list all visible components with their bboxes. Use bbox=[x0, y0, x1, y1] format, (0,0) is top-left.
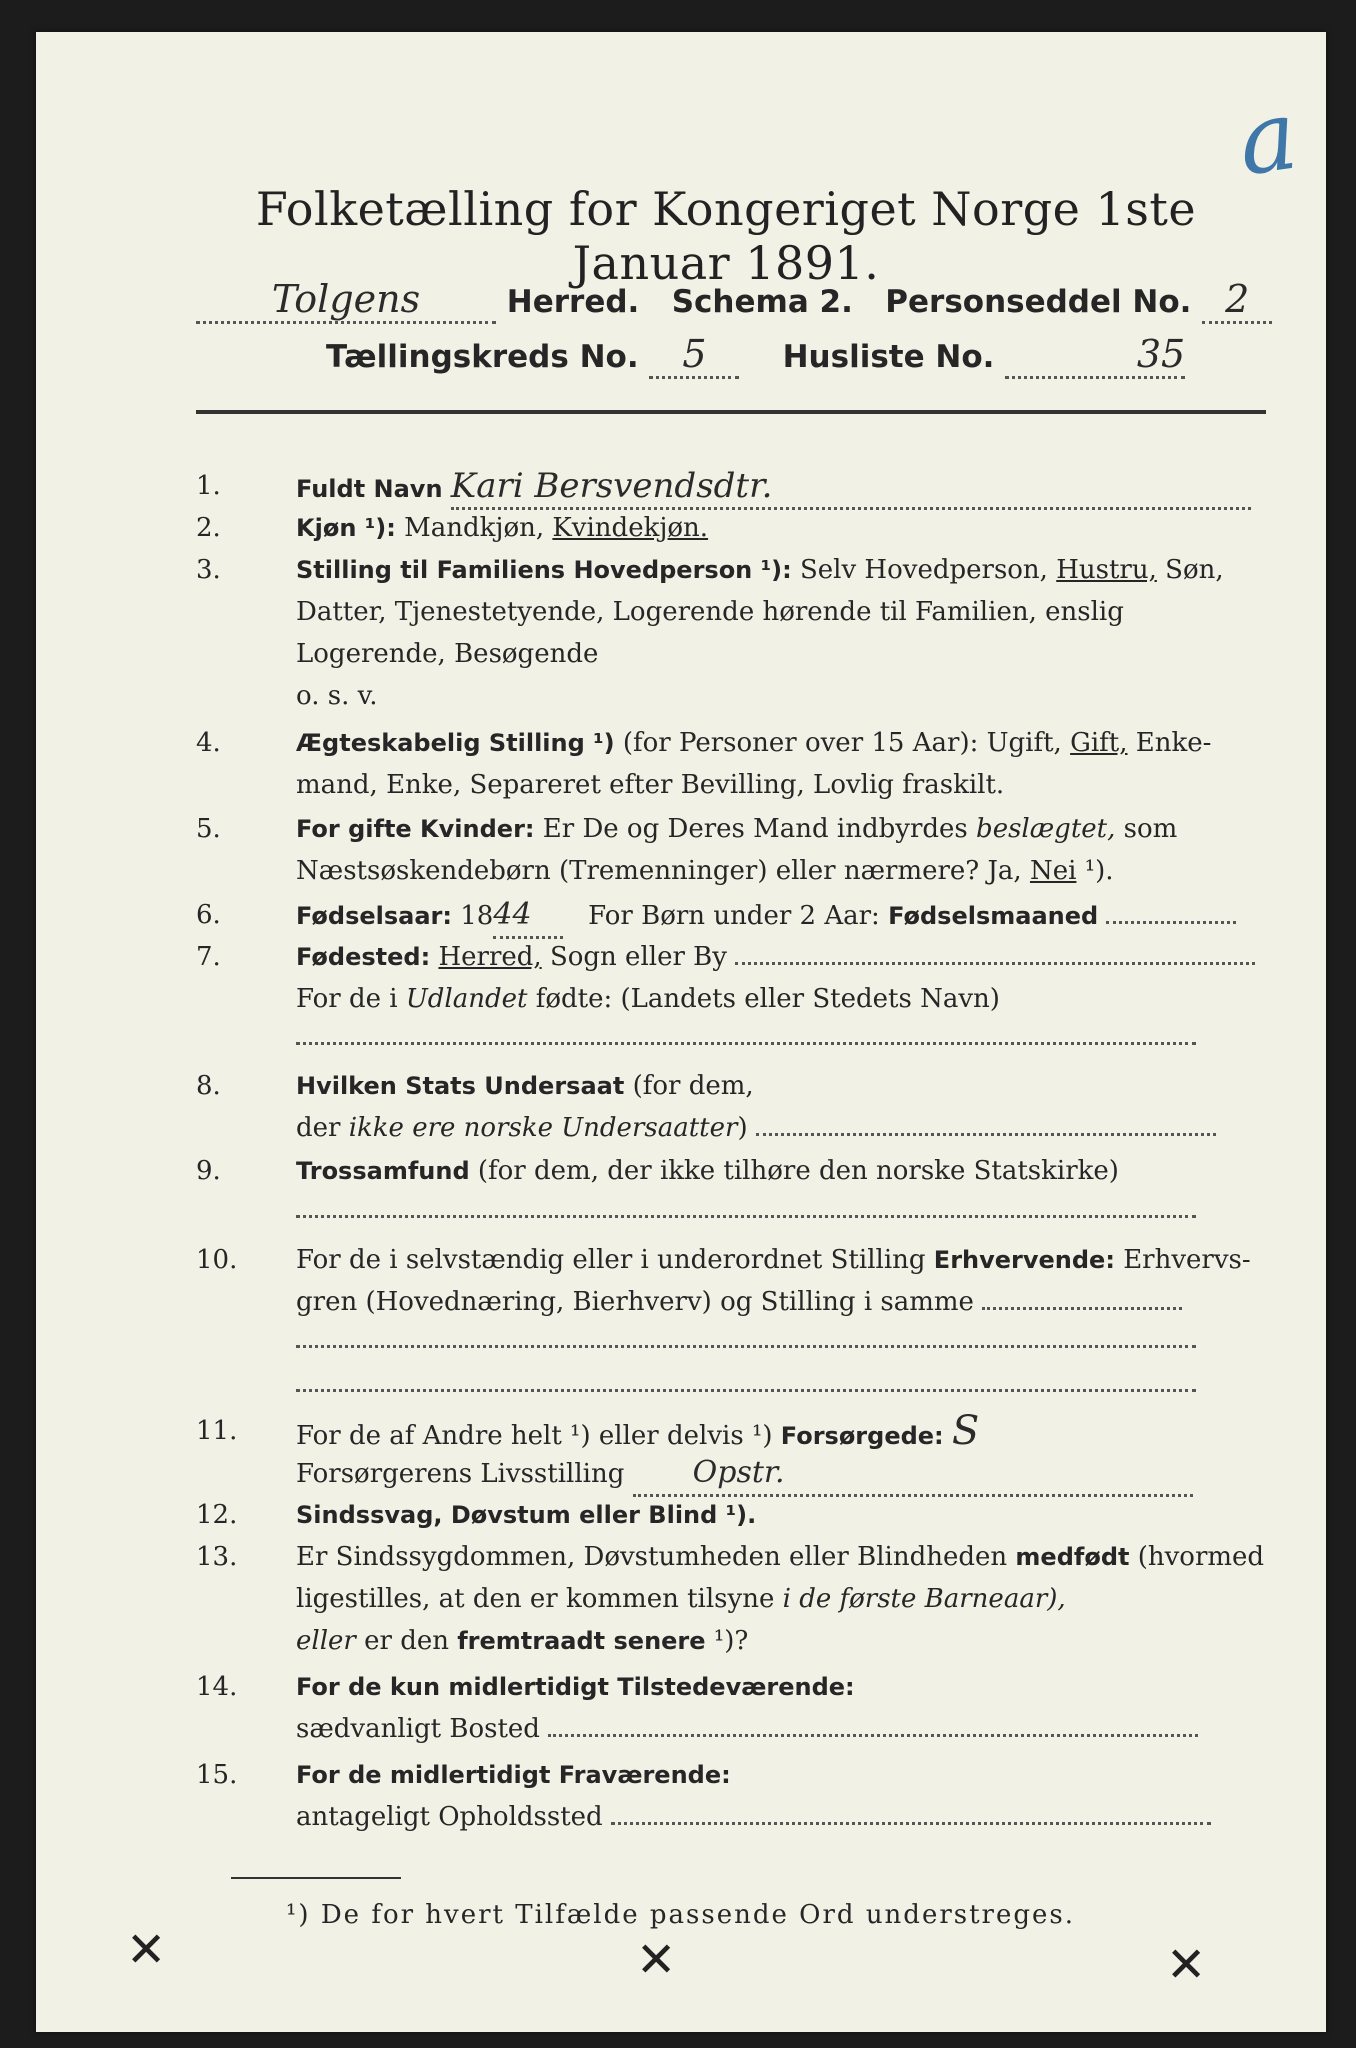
item-number: 9. bbox=[196, 1156, 221, 1186]
citizenship-field bbox=[756, 1133, 1216, 1136]
item-text-italic: i de første Barneaar), bbox=[782, 1584, 1066, 1614]
item-text: Selv Hovedperson, bbox=[799, 555, 1048, 585]
kreds-label: Tællingskreds No. bbox=[326, 339, 639, 375]
item-text: gren (Hovednæring, Bierhverv) og Stilling i samme bbox=[296, 1287, 974, 1317]
item-label: Erhvervende: bbox=[933, 1246, 1115, 1274]
item-text: Søn, bbox=[1165, 555, 1224, 585]
footnote: ¹) De for hvert Tilfælde passende Ord understreges. bbox=[286, 1900, 1076, 1930]
item-text: Forsørgerens Livsstilling bbox=[296, 1459, 625, 1489]
usual-residence-field bbox=[548, 1734, 1198, 1737]
header-divider bbox=[196, 410, 1266, 414]
form-title: Folketælling for Kongeriget Norge 1ste Januar 1891. bbox=[255, 182, 1197, 290]
item-10-blank-line-1 bbox=[296, 1345, 1196, 1348]
item-number: 12. bbox=[196, 1500, 238, 1530]
item-text: som bbox=[1123, 814, 1178, 844]
registration-mark-icon: ✕ bbox=[1166, 1937, 1207, 1993]
item-text-underlined: Gift, bbox=[1070, 728, 1128, 758]
item-label: Fuldt Navn bbox=[296, 475, 443, 503]
item-number: 1. bbox=[196, 471, 221, 501]
birth-year-prefix: 18 bbox=[460, 901, 494, 931]
husliste-label: Husliste No. bbox=[782, 339, 995, 375]
item-number: 15. bbox=[196, 1760, 238, 1790]
item-label: Ægteskabelig Stilling ¹) bbox=[296, 729, 615, 757]
item-text-underlined: Kvindekjøn. bbox=[552, 513, 709, 543]
item-text: sædvanligt Bosted bbox=[296, 1714, 540, 1744]
item-text: Mandkjøn, bbox=[404, 513, 545, 543]
item-number: 6. bbox=[196, 900, 221, 930]
dependent-value: S bbox=[951, 1408, 980, 1454]
item-label: medfødt bbox=[1015, 1543, 1130, 1571]
item-label: fremtraadt senere bbox=[457, 1627, 706, 1655]
item-text: ligestilles, at den er kommen tilsyne bbox=[296, 1584, 775, 1614]
item-7-blank-line bbox=[296, 1042, 1196, 1045]
item-label: For de kun midlertidigt Tilstedeværende: bbox=[296, 1673, 855, 1701]
header-kreds-row bbox=[326, 332, 1185, 379]
item-text: Er De og Deres Mand indbyrdes bbox=[542, 814, 968, 844]
kreds-value: 5 bbox=[649, 332, 739, 379]
item-label: Kjøn ¹): bbox=[296, 514, 396, 542]
registration-mark-icon: ✕ bbox=[126, 1922, 167, 1978]
birth-year-value: 44 bbox=[493, 894, 563, 939]
item-text: ¹). bbox=[1084, 856, 1114, 886]
schema-label: Schema 2. bbox=[671, 284, 853, 320]
item-label: For de midlertidigt Fraværende: bbox=[296, 1761, 731, 1789]
birthplace-field bbox=[735, 962, 1255, 965]
item-label: Hvilken Stats Undersaat bbox=[296, 1072, 625, 1100]
item-text: Logerende, Besøgende bbox=[296, 639, 599, 669]
item-text: Erhvervs- bbox=[1123, 1245, 1251, 1275]
herred-value: Tolgens bbox=[196, 277, 496, 324]
item-number: 14. bbox=[196, 1672, 238, 1702]
item-text: Enke- bbox=[1135, 728, 1212, 758]
item-number: 13. bbox=[196, 1542, 238, 1572]
item-text: der bbox=[296, 1113, 341, 1143]
personseddel-value: 2 bbox=[1202, 277, 1272, 324]
provider-occupation-value: Opstr. bbox=[633, 1452, 1193, 1497]
item-text: (hvormed bbox=[1137, 1542, 1265, 1572]
item-text: For Børn under 2 Aar: bbox=[588, 901, 880, 931]
item-number: 5. bbox=[196, 814, 221, 844]
item-text-italic: ikke ere norske Undersaatter bbox=[348, 1113, 738, 1143]
birth-month-field bbox=[1106, 921, 1236, 924]
item-label: Stilling til Familiens Hovedperson ¹): bbox=[296, 556, 792, 584]
item-label: Sindssvag, Døvstum eller Blind ¹). bbox=[296, 1501, 757, 1529]
item-number: 7. bbox=[196, 942, 221, 972]
full-name-value: Kari Bersvendsdtr. bbox=[451, 465, 1251, 510]
item-text: For de i selvstændig eller i underordnet Stilling bbox=[296, 1245, 926, 1275]
personseddel-label: Personseddel No. bbox=[885, 284, 1192, 320]
item-text: ¹)? bbox=[713, 1626, 749, 1656]
item-label: Fødested: bbox=[296, 943, 431, 971]
item-label: Fødselsaar: bbox=[296, 902, 452, 930]
item-10-blank-line-2 bbox=[296, 1389, 1196, 1392]
item-text: Sogn eller By bbox=[549, 942, 727, 972]
item-text-italic: beslægtet, bbox=[976, 814, 1116, 844]
item-number: 2. bbox=[196, 513, 221, 543]
item-text: er den bbox=[364, 1626, 449, 1656]
item-text: (for dem, der ikke tilhøre den norske Statskirke) bbox=[477, 1156, 1119, 1186]
item-text: mand, Enke, Separeret efter Bevilling, Lovlig fraskilt. bbox=[296, 770, 1005, 800]
item-text: Er Sindssygdommen, Døvstumheden eller Blindheden bbox=[296, 1542, 1008, 1572]
item-text: Næstsøskendebørn (Tremenninger) eller nærmere? Ja, bbox=[296, 856, 1022, 886]
item-9-blank-line bbox=[296, 1215, 1196, 1218]
item-text-underlined: Nei bbox=[1029, 856, 1077, 886]
probable-residence-field bbox=[611, 1822, 1211, 1825]
item-number: 3. bbox=[196, 555, 221, 585]
item-number: 4. bbox=[196, 728, 221, 758]
item-label: Trossamfund bbox=[296, 1157, 470, 1185]
item-label: Forsørgede: bbox=[780, 1422, 944, 1450]
registration-mark-icon: ✕ bbox=[636, 1932, 677, 1988]
item-text: For de af Andre helt ¹) eller delvis ¹) bbox=[296, 1421, 773, 1451]
item-text: (for Personer over 15 Aar): Ugift, bbox=[622, 728, 1062, 758]
item-text: Datter, Tjenestetyende, Logerende hørende til Familien, enslig bbox=[296, 597, 1124, 627]
herred-label: Herred. bbox=[506, 284, 640, 320]
handwritten-corner-mark: a bbox=[1231, 78, 1304, 198]
item-text-italic: eller bbox=[296, 1626, 356, 1656]
item-text: For de i bbox=[296, 984, 398, 1014]
occupation-field bbox=[982, 1307, 1182, 1310]
header-herred-row bbox=[196, 277, 1272, 324]
item-text-underlined: Herred, bbox=[438, 942, 542, 972]
item-label: Fødselsmaaned bbox=[888, 902, 1099, 930]
item-text-underlined: Hustru, bbox=[1056, 555, 1157, 585]
item-number: 10. bbox=[196, 1245, 238, 1275]
item-number: 11. bbox=[196, 1416, 238, 1446]
item-text: o. s. v. bbox=[296, 681, 378, 711]
item-text: antageligt Opholdssted bbox=[296, 1802, 603, 1832]
census-form-page bbox=[36, 32, 1326, 2032]
item-text: (for dem, bbox=[632, 1071, 754, 1101]
footnote-divider bbox=[231, 1877, 401, 1879]
item-text: fødte: (Landets eller Stedets Navn) bbox=[535, 984, 1000, 1014]
item-number: 8. bbox=[196, 1071, 221, 1101]
husliste-value: 35 bbox=[1005, 332, 1185, 379]
item-text-italic: Udlandet bbox=[405, 984, 528, 1014]
item-label: For gifte Kvinder: bbox=[296, 815, 535, 843]
item-text: ) bbox=[737, 1113, 748, 1143]
